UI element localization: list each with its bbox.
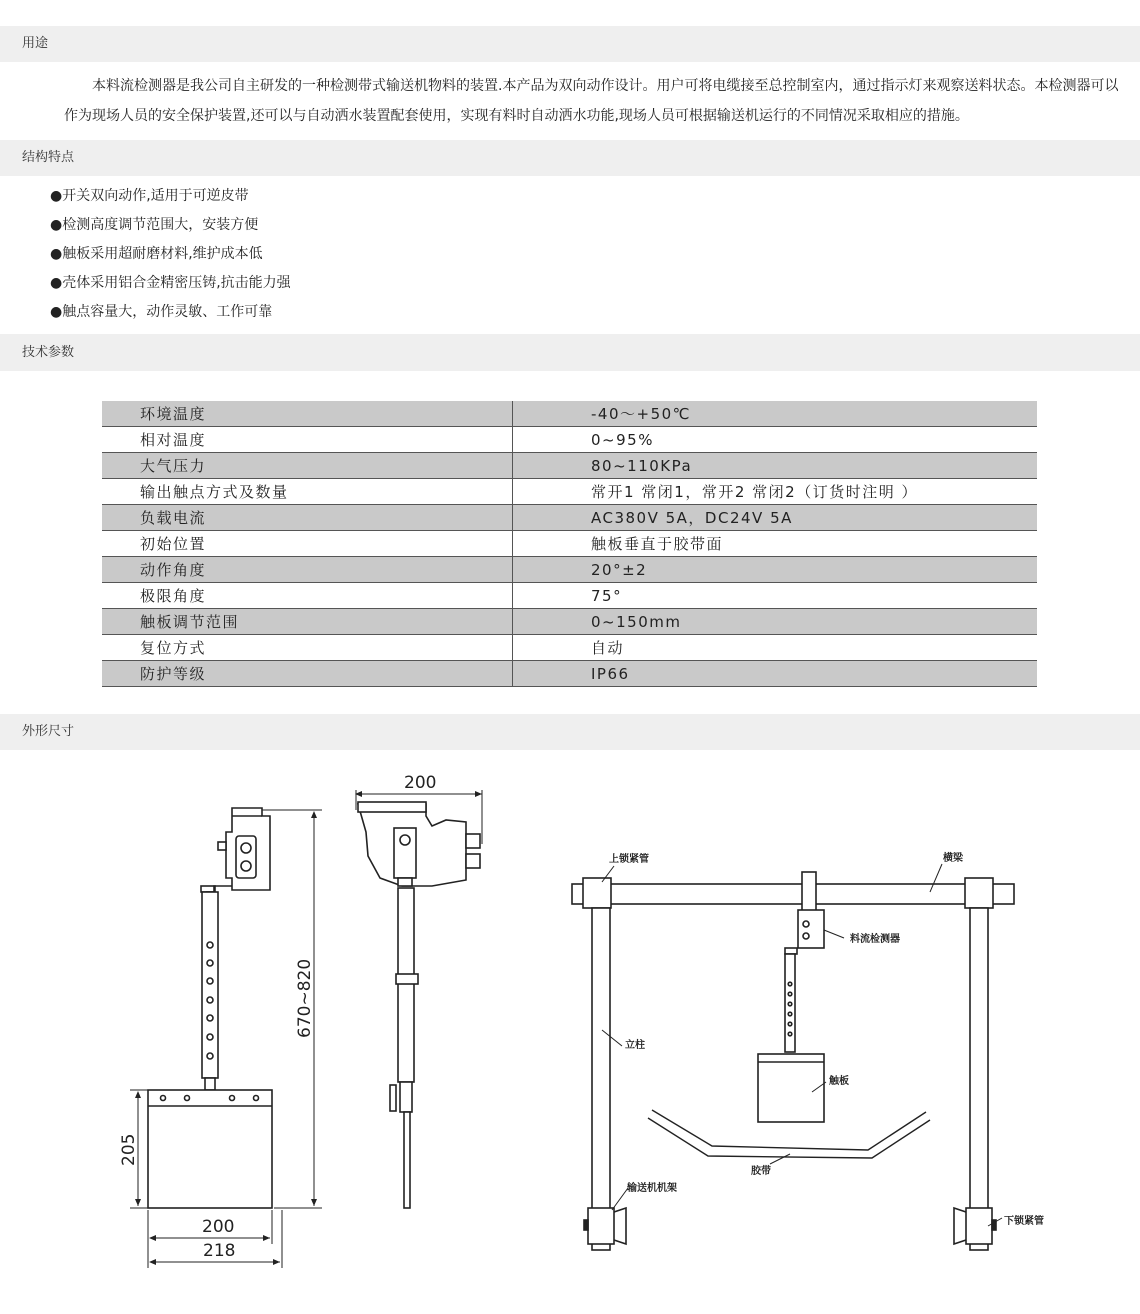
spec-row <box>102 609 1037 635</box>
label-column: 立柱 <box>625 1040 645 1051</box>
section-title: 结构特点 <box>22 150 75 165</box>
section-title: 外形尺寸 <box>22 724 75 739</box>
label-conveyor-frame: 输送机机架 <box>627 1183 677 1194</box>
spec-value: 0~150mm <box>513 609 1038 635</box>
spec-key: 触板调节范围 <box>102 609 513 635</box>
dim-height-label: 670~820 <box>295 958 315 1038</box>
side-view <box>356 790 482 1208</box>
spec-row <box>102 531 1037 557</box>
feature-item: ●壳体采用铝合金精密压铸,抗击能力强 <box>50 275 291 291</box>
spec-value: 75° <box>513 583 1038 609</box>
spec-key: 环境温度 <box>102 401 513 427</box>
usage-paragraph <box>64 71 1124 131</box>
feature-item: ●触板采用超耐磨材料,维护成本低 <box>50 246 263 262</box>
front-view <box>130 808 322 1268</box>
dim-side-width-label: 200 <box>404 773 437 793</box>
label-belt: 胶带 <box>751 1166 771 1177</box>
spec-value: 常开1 常闭1，常开2 常闭2（订货时注明 ） <box>513 479 1038 505</box>
usage-line-2: 作为现场人员的安全保护装置,还可以与自动洒水装置配套使用，实现有料时自动洒水功能,现场人员可根据输送机运行的不同情况采取相应的措施。 <box>64 108 969 124</box>
spec-key: 大气压力 <box>102 453 513 479</box>
spec-value: -40～+50℃ <box>513 401 1038 427</box>
spec-value: 自动 <box>513 635 1038 661</box>
feature-item: ●检测高度调节范围大，安装方便 <box>50 217 259 233</box>
spec-table <box>102 401 1037 687</box>
spec-row <box>102 427 1037 453</box>
dimension-drawing <box>0 760 1140 1290</box>
section-header-usage <box>0 26 1140 62</box>
dim-plate-height-label: 205 <box>119 1133 139 1166</box>
spec-value: 20°±2 <box>513 557 1038 583</box>
spec-value: 80~110KPa <box>513 453 1038 479</box>
spec-value: IP66 <box>513 661 1038 687</box>
section-title: 用途 <box>22 36 49 51</box>
spec-value: 触板垂直于胶带面 <box>513 531 1038 557</box>
spec-row <box>102 661 1037 687</box>
label-detector: 料流检测器 <box>850 934 900 945</box>
label-plate: 触板 <box>829 1076 849 1087</box>
feature-list <box>50 182 291 327</box>
spec-key: 动作角度 <box>102 557 513 583</box>
label-lower-clamp: 下锁紧管 <box>1004 1216 1044 1227</box>
spec-value: 0~95% <box>513 427 1038 453</box>
spec-key: 防护等级 <box>102 661 513 687</box>
spec-row <box>102 635 1037 661</box>
spec-key: 输出触点方式及数量 <box>102 479 513 505</box>
usage-line-1: 本料流检测器是我公司自主研发的一种检测带式输送机物料的装置.本产品为双向动作设计。用户可将电缆接至总控制室内，通过指示灯来观察送料状态。本检测器可以 <box>92 78 1119 94</box>
spec-row <box>102 453 1037 479</box>
spec-key: 极限角度 <box>102 583 513 609</box>
spec-key: 负载电流 <box>102 505 513 531</box>
label-upper-clamp: 上锁紧管 <box>609 854 649 865</box>
spec-key: 复位方式 <box>102 635 513 661</box>
section-header-dimensions <box>0 714 1140 750</box>
spec-row <box>102 505 1037 531</box>
label-beam: 横梁 <box>943 853 963 864</box>
spec-row <box>102 479 1037 505</box>
dim-plate-width-label: 200 <box>202 1217 235 1237</box>
dim-total-width-label: 218 <box>203 1241 236 1261</box>
spec-row <box>102 583 1037 609</box>
spec-row <box>102 557 1037 583</box>
spec-key: 初始位置 <box>102 531 513 557</box>
feature-item: ●触点容量大，动作灵敏、工作可靠 <box>50 304 273 320</box>
section-header-params <box>0 334 1140 371</box>
section-title: 技术参数 <box>22 345 75 360</box>
feature-item: ●开关双向动作,适用于可逆皮带 <box>50 188 249 204</box>
spec-value: AC380V 5A，DC24V 5A <box>513 505 1038 531</box>
spec-key: 相对温度 <box>102 427 513 453</box>
section-header-structure <box>0 140 1140 176</box>
spec-row <box>102 401 1037 427</box>
